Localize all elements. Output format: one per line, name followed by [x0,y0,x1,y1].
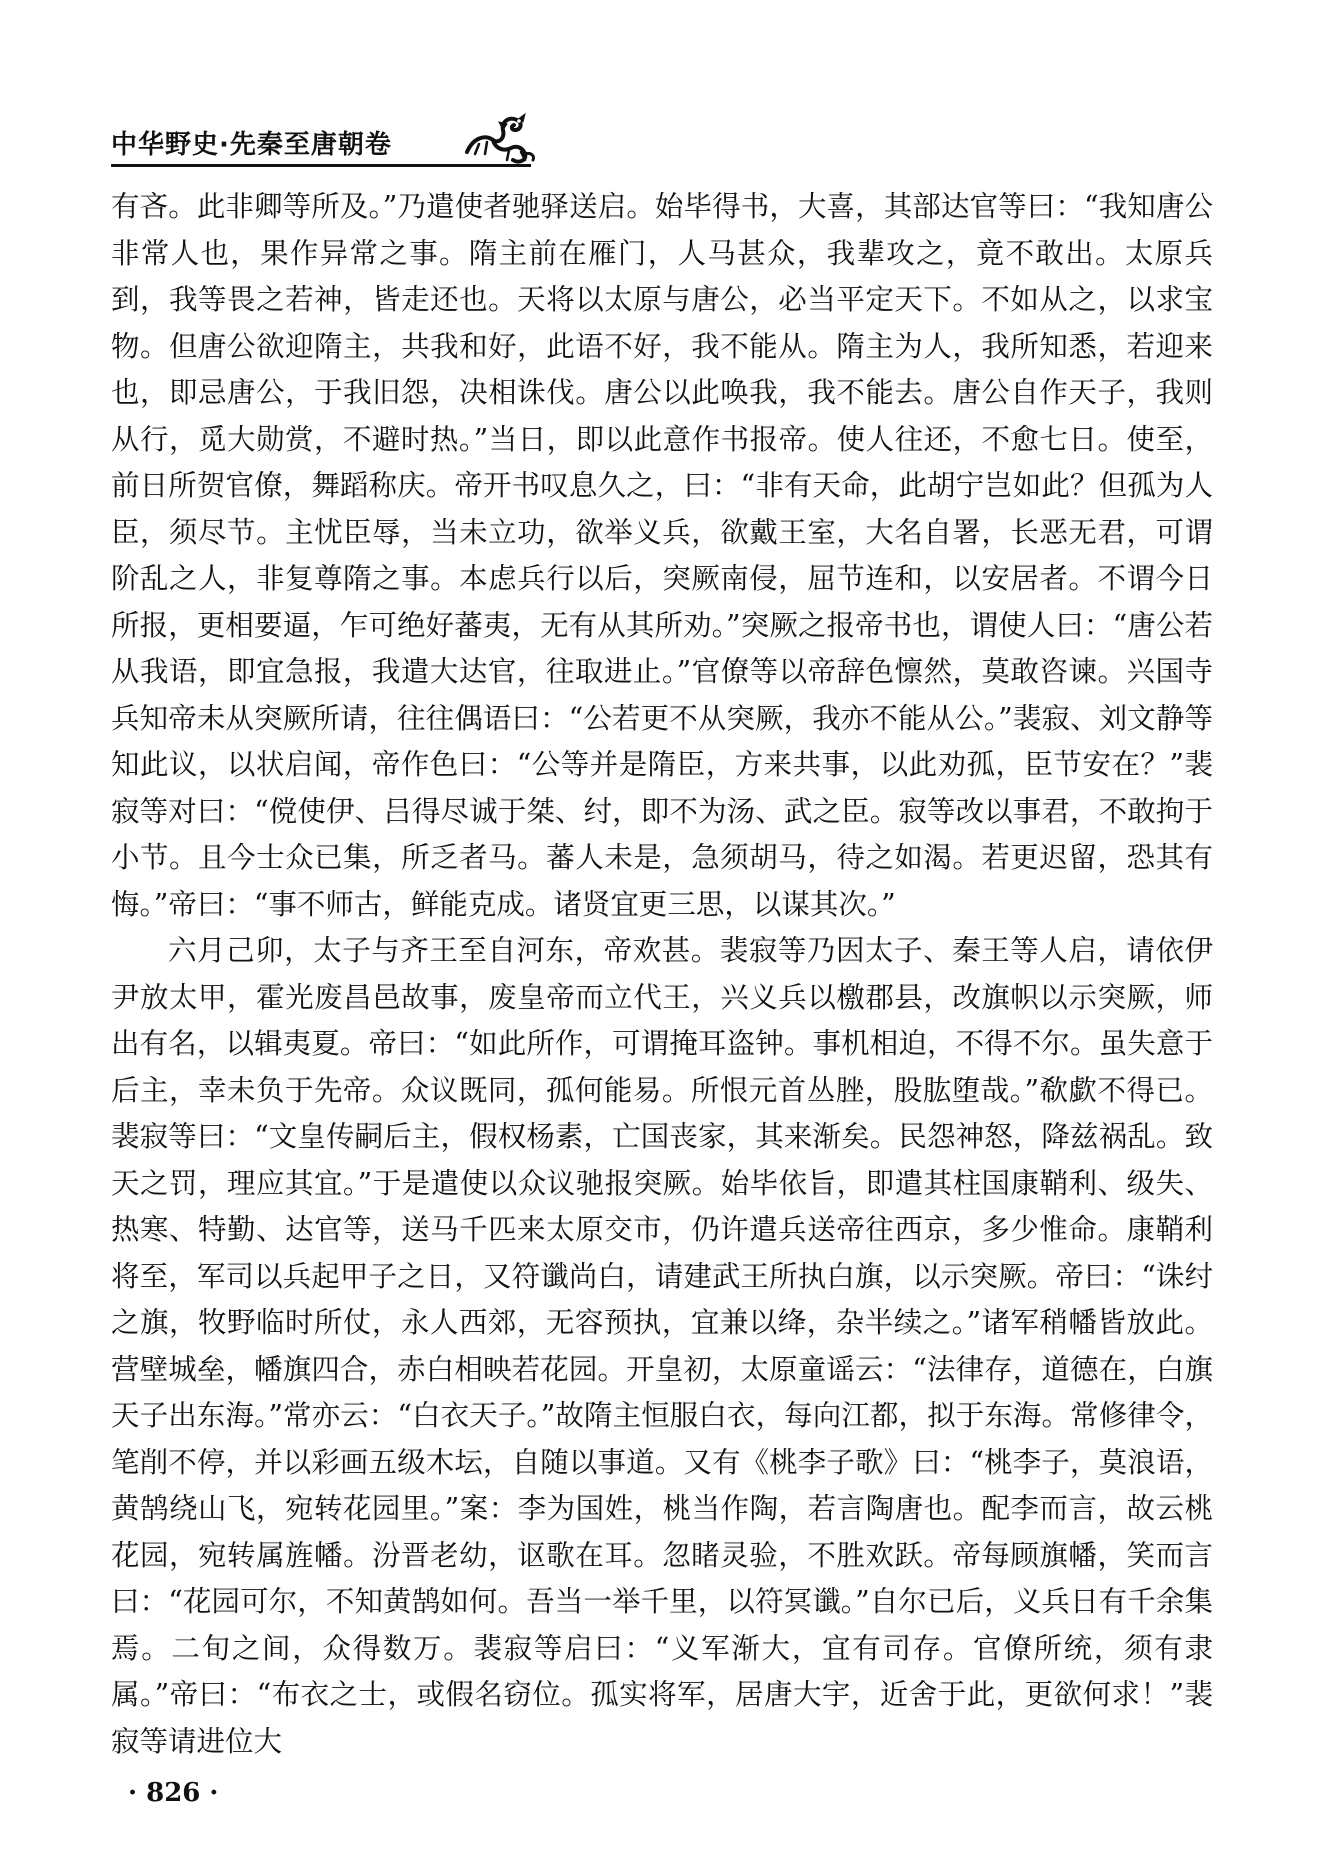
dragon-icon [459,108,539,166]
paragraph-2: 六月己卯，太子与齐王至自河东，帝欢甚。裴寂等乃因太子、秦王等人启，请依伊尹放太甲，霍光废昌邑故事，废皇帝而立代王，兴义兵以檄郡县，改旗帜以示突厥，师出有名，以辑夷夏。帝曰：“如此所作，可谓掩耳盗钟。事机相迫，不得不尔。虽失意于后主，幸未负于先帝。众议既同，孤何能易。所恨元首丛脞，股肱堕哉。”欷歔不得已。裴寂等曰：“文皇传嗣后主，假权杨素，亡国丧家，其来渐矣。民怨神怒，降兹祸乱。致天之罚，理应其宜。”于是遣使以众议驰报突厥。始毕依旨，即遣其柱国康鞘利、级失、热寒、特勤、达官等，送马千匹来太原交市，仍许遣兵送帝往西京，多少惟命。康鞘利将至，军司以兵起甲子之日，又符谶尚白，请建武王所执白旗，以示突厥。帝曰：“诛纣之旗，牧野临时所仗，永人西郊，无容预执，宜兼以绛，杂半续之。”诸军稍幡皆放此。营壁城垒，幡旗四合，赤白相映若花园。开皇初，太原童谣云：“法律存，道德在，白旗天子出东海。”常亦云：“白衣天子。”故隋主恒服白衣，每向江都，拟于东海。常修律令，笔削不停，并以彩画五级木坛，自随以事道。又有《桃李子歌》曰：“桃李子，莫浪语，黄鹄绕山飞，宛转花园里。”案：李为国姓，桃当作陶，若言陶唐也。配李而言，故云桃花园，宛转属旌幡。汾晋老幼，讴歌在耳。忽睹灵验，不胜欢跃。帝每顾旗幡，笑而言曰：“花园可尔，不知黄鹄如何。吾当一举千里，以符冥谶。”自尔已后，义兵日有千余集焉。二旬之间，众得数万。裴寂等启曰：“义军渐大，宜有司存。官僚所统，须有隶属。”帝曰：“布衣之士，或假名窃位。孤实将军，居唐大宇，近舍于此，更欲何求！”裴寂等请进位大 [111,934,1213,1758]
paragraph-1: 有吝。此非卿等所及。”乃遣使者驰驿送启。始毕得书，大喜，其部达官等曰：“我知唐公非常人也，果作异常之事。隋主前在雁门，人马甚众，我辈攻之，竟不敢出。太原兵到，我等畏之若神，皆走还也。天将以太原与唐公，必当平定天下。不如从之，以求宝物。但唐公欲迎隋主，共我和好，此语不好，我不能从。隋主为人，我所知悉，若迎来也，即忌唐公，于我旧怨，决相诛伐。唐公以此唤我，我不能去。唐公自作天子，我则从行，觅大勋赏，不避时热。”当日，即以此意作书报帝。使人往还，不愈七日。使至，前日所贺官僚，舞蹈称庆。帝开书叹息久之，曰：“非有天命，此胡宁岂如此？但孤为人臣，须尽节。主忧臣辱，当未立功，欲举义兵，欲戴王室，大名自署，长恶无君，可谓阶乱之人，非复尊隋之事。本虑兵行以后，突厥南侵，屈节连和，以安居者。不谓今日所报，更相要逼，乍可绝好蕃夷，无有从其所劝。”突厥之报帝书也，谓使人曰：“唐公若从我语，即宜急报，我遣大达官，往取进止。”官僚等以帝辞色懔然，莫敢咨谏。兴国寺兵知帝未从突厥所请，往往偶语曰：“公若更不从突厥，我亦不能从公。”裴寂、刘文静等知此议，以状启闻，帝作色曰：“公等并是隋臣，方来共事，以此劝孤，臣节安在？”裴寂等对曰：“傥使伊、吕得尽诚于桀、纣，即不为汤、武之臣。寂等改以事君，不敢拘于小节。且今士众已集，所乏者马。蕃人未是，急须胡马，待之如渴。若更迟留，恐其有悔。”帝曰：“事不师古，鲜能克成。诸贤宜更三思，以谋其次。” [111,190,1213,921]
running-header [111,118,531,168]
header-rule [111,164,531,167]
book-title: 中华野史·先秦至唐朝卷 [111,130,392,160]
page-number: · 826 · [128,1778,219,1808]
main-text [111,184,1213,1765]
